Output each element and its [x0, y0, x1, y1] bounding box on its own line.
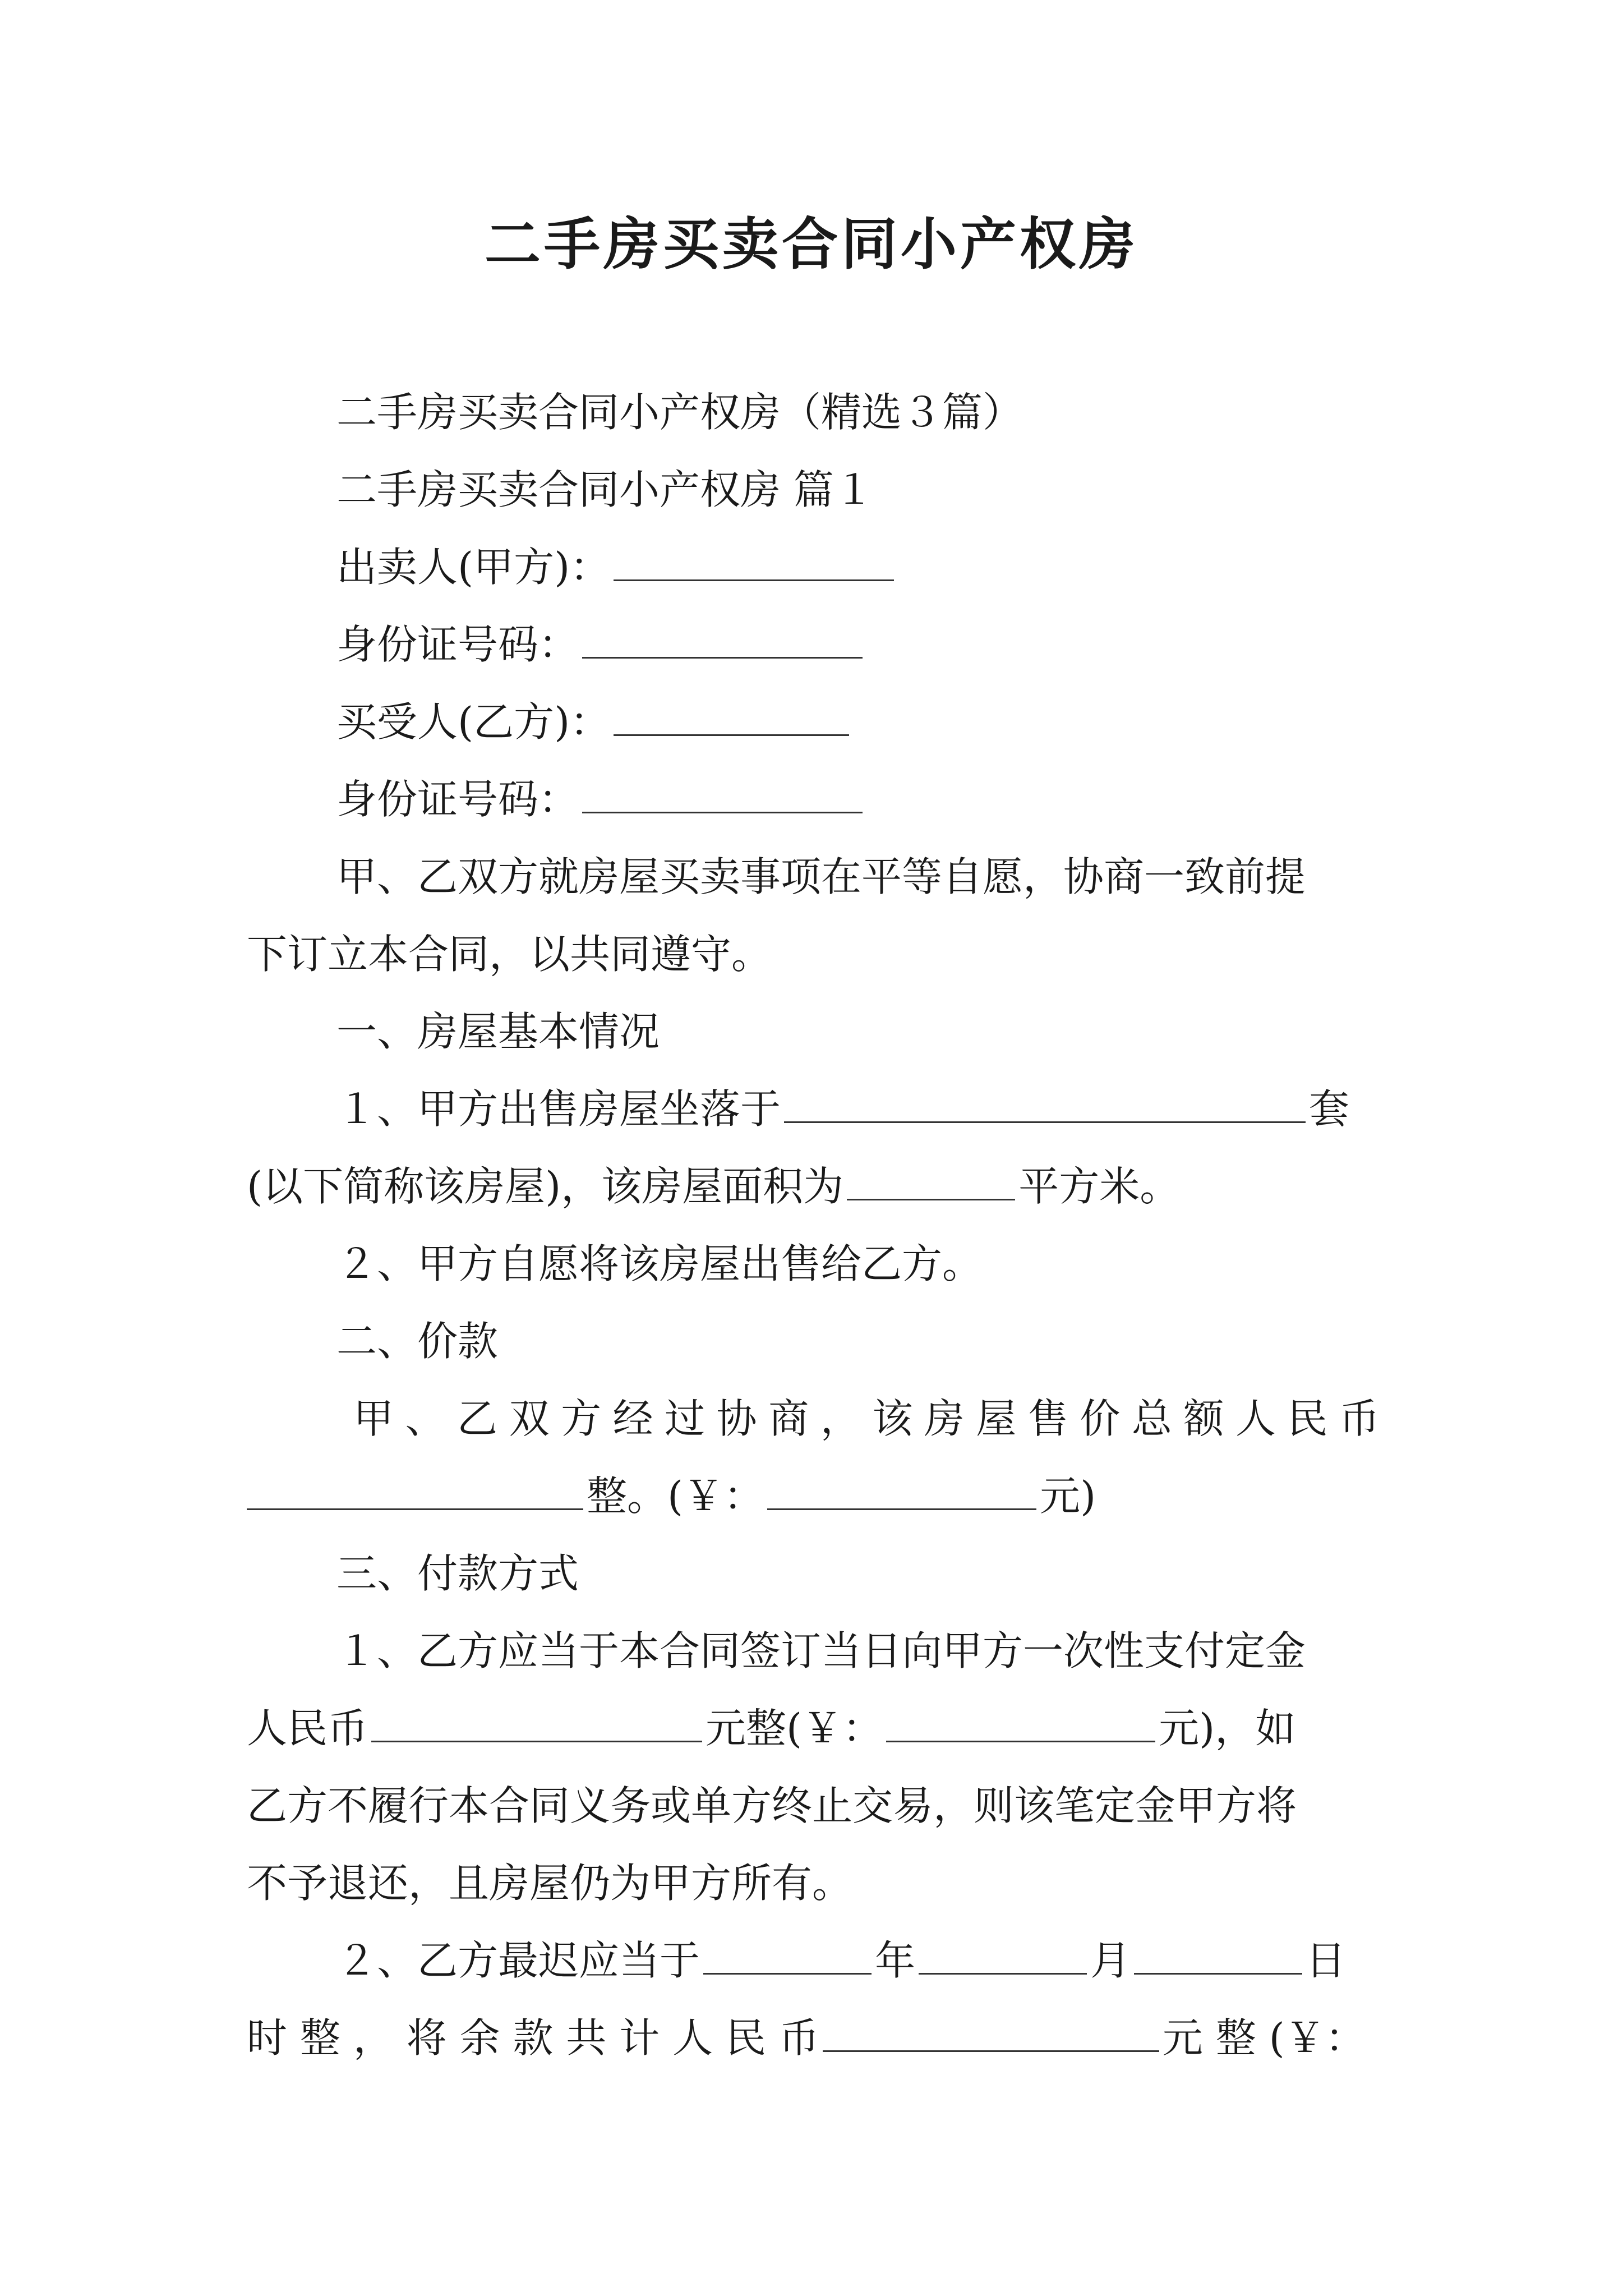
- section-3-item-2-line-2: [247, 2007, 1366, 2069]
- seller-blank: [614, 540, 894, 581]
- deposit-number-blank: [886, 1701, 1155, 1742]
- day-blank: [1134, 1934, 1302, 1975]
- section-3-item-1-line-1: １、乙方应当于本合同签订当日向甲方一次性支付定金: [336, 1627, 1306, 1674]
- balance-label: 时 整 ， 将 余 款 共 计 人 民 币: [247, 2014, 819, 2062]
- section-2-line-1: 甲、乙双方经过协商，该房屋售价总额人民币: [353, 1395, 1380, 1442]
- month-label: 月: [1090, 1937, 1131, 1984]
- deposit-words-blank: [371, 1701, 702, 1742]
- section-2-line-2: [247, 1465, 1096, 1527]
- section-2-heading: 二、价款: [336, 1318, 499, 1365]
- section-1-item-1-line-1: [336, 1078, 1349, 1140]
- price-unit: 元): [1040, 1473, 1096, 1520]
- price-number-blank: [767, 1469, 1036, 1510]
- buyer-line: [336, 691, 852, 753]
- unit-label: 套: [1309, 1085, 1350, 1133]
- balance-amount-label: 元 整 (￥：: [1162, 2014, 1366, 2062]
- deposit-unit: 元)，如: [1159, 1705, 1296, 1752]
- deposit-amount-label: 元整(￥：: [706, 1705, 883, 1752]
- balance-words-blank: [823, 2011, 1159, 2052]
- year-blank: [703, 1934, 872, 1975]
- price-words-blank: [247, 1469, 583, 1510]
- area-blank: [847, 1159, 1015, 1200]
- section-heading: 二手房买卖合同小产权房 篇１: [336, 466, 874, 513]
- month-blank: [919, 1934, 1087, 1975]
- day-label: 日: [1306, 1937, 1347, 1984]
- section-3-heading: 三、付款方式: [336, 1550, 579, 1597]
- seller-id-line: [336, 614, 866, 675]
- section-3-item-1-line-3: 乙方不履行本合同义务或单方终止交易，则该笔定金甲方将: [247, 1782, 1297, 1829]
- section-3-item-2-line-1: [336, 1930, 1346, 1991]
- intro-line-1: 甲、乙双方就房屋买卖事项在平等自愿，协商一致前提: [336, 853, 1306, 900]
- seller-id-blank: [582, 618, 863, 659]
- buyer-blank: [614, 695, 849, 736]
- document-title: 二手房买卖合同小产权房: [485, 211, 1138, 277]
- deadline-label: ２、乙方最迟应当于: [336, 1937, 700, 1984]
- section-1-item-2: ２、甲方自愿将该房屋出售给乙方。: [336, 1240, 983, 1287]
- buyer-id-label: 身份证号码：: [336, 776, 579, 823]
- buyer-id-blank: [582, 772, 863, 813]
- seller-id-label: 身份证号码：: [336, 621, 579, 668]
- intro-line-2: 下订立本合同，以共同遵守。: [247, 931, 772, 978]
- section-3-item-1-line-4: 不予退还，且房屋仍为甲方所有。: [247, 1860, 853, 1907]
- seller-label: 出卖人(甲方)：: [336, 544, 611, 591]
- section-3-item-1-line-2: [247, 1697, 1295, 1759]
- deposit-label: 人民币: [247, 1705, 368, 1752]
- subtitle: 二手房买卖合同小产权房（精选３篇）: [336, 389, 1023, 436]
- section-1-item-1-line-2: [247, 1156, 1180, 1217]
- year-label: 年: [875, 1937, 916, 1984]
- area-label: (以下简称该房屋)，该房屋面积为: [247, 1163, 844, 1210]
- price-label: 整。(￥：: [587, 1473, 764, 1520]
- buyer-id-line: [336, 769, 866, 830]
- section-1-heading: 一、房屋基本情况: [336, 1008, 660, 1055]
- area-unit: 平方米。: [1018, 1163, 1181, 1210]
- seller-line: [336, 536, 897, 598]
- location-blank: [784, 1082, 1306, 1123]
- buyer-label: 买受人(乙方)：: [336, 698, 611, 746]
- location-label: １、甲方出售房屋坐落于: [336, 1085, 781, 1133]
